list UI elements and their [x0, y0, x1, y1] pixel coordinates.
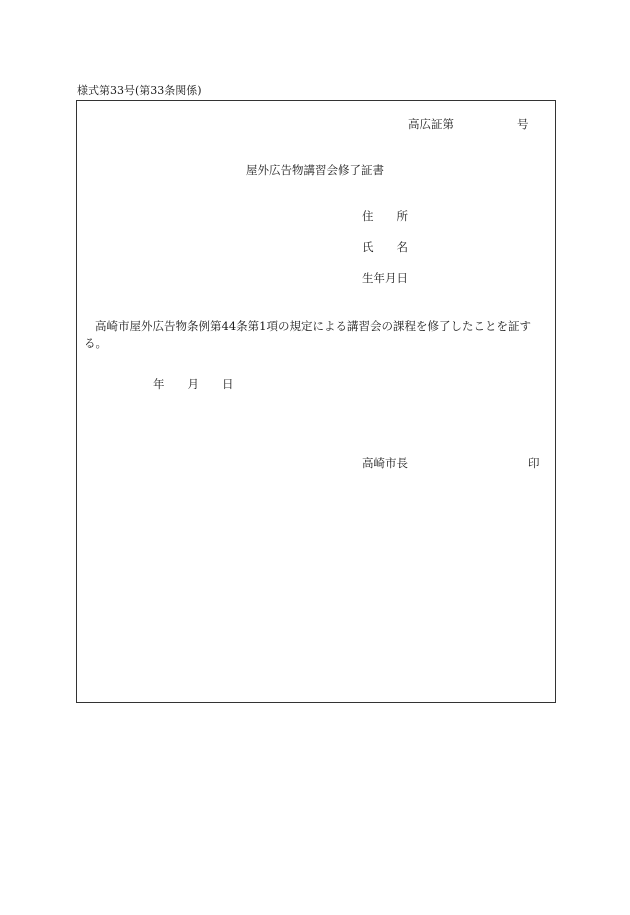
- name-label: 氏 名: [362, 240, 408, 254]
- address-label: 住 所: [362, 209, 408, 223]
- certification-statement: 高崎市屋外広告物条例第44条第1項の規定による講習会の課程を修了したことを証する。: [84, 319, 531, 350]
- certificate-frame: [76, 100, 556, 703]
- form-label: 様式第33号(第33条関係): [77, 84, 202, 97]
- document-title: 屋外広告物講習会修了証書: [246, 163, 384, 177]
- issue-date-line: 年 月 日: [153, 377, 234, 391]
- certificate-number-prefix: 高広証第: [408, 117, 454, 131]
- seal-mark: 印: [528, 456, 540, 470]
- certificate-number-suffix: 号: [517, 117, 529, 131]
- date-of-birth-label: 生年月日: [362, 271, 408, 285]
- issuer-title: 高崎市長: [362, 456, 408, 470]
